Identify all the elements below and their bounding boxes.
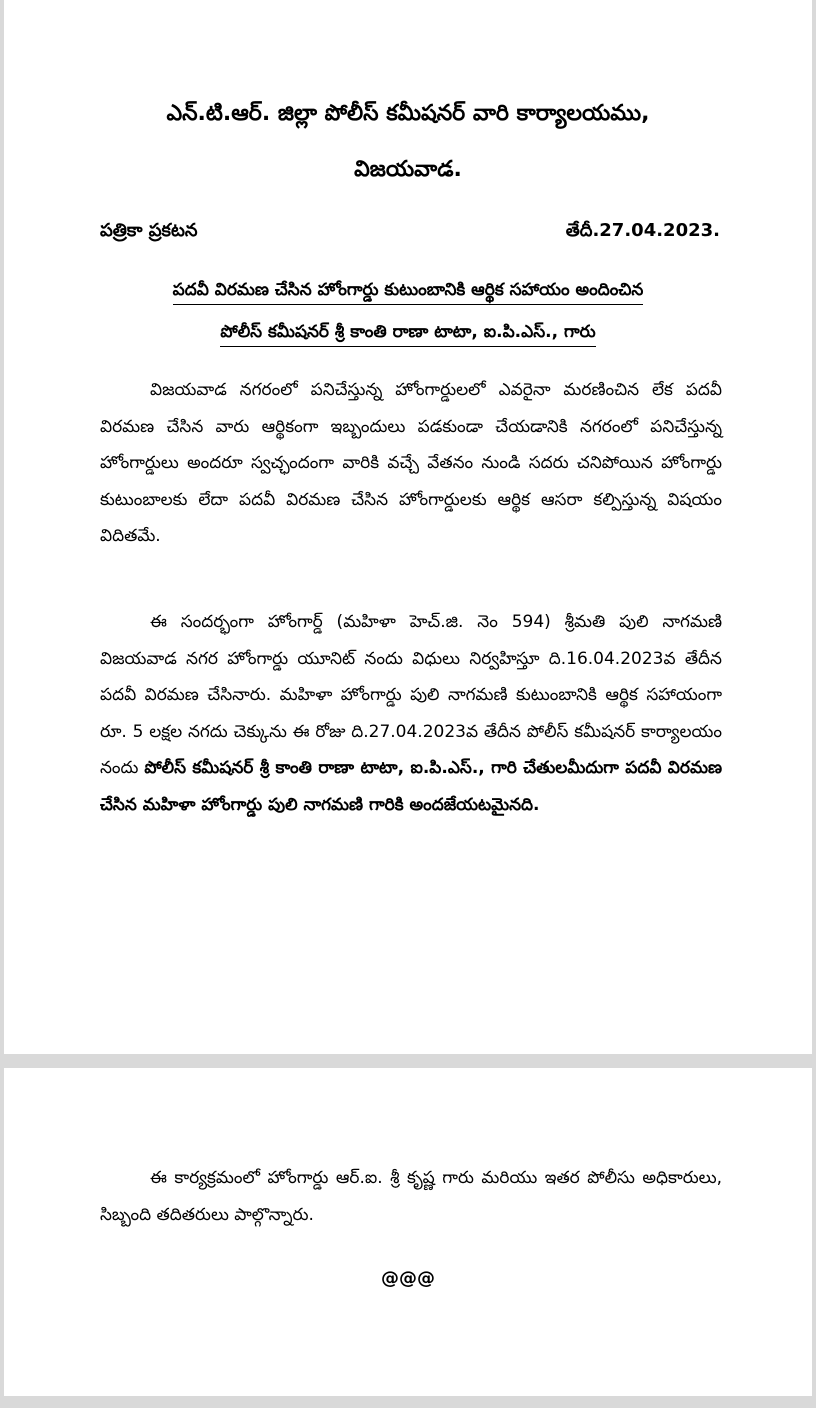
press-release-label: పత్రికా ప్రకటన <box>100 220 198 241</box>
subject-line-2: పోలీస్ కమీషనర్ శ్రీ కాంతి రాణా టాటా, ఐ.పి.ఎస్., గారు <box>220 322 595 347</box>
subject-line-1-wrap <box>4 278 812 302</box>
meta-row <box>100 220 720 245</box>
subject-line-1: పదవీ విరమణ చేసిన హోంగార్డు కుటుంబానికి ఆర్థిక సహాయం అందించిన <box>173 280 644 305</box>
office-title: ఎన్.టి.ఆర్. జిల్లా పోలీస్ కమీషనర్ వారి కార్యాలయము, <box>166 101 650 126</box>
paragraph-3-text: ఈ కార్యక్రమంలో హోంగార్డు ఆర్.ఐ. శ్రీ కృష్ణ గారు మరియు ఇతర పోలీసు అధికారులు, సిబ్బంది తదితరులు పాల్గొన్నారు. <box>100 1168 722 1225</box>
document-page-2 <box>4 1068 812 1396</box>
body-paragraph-3 <box>100 1160 722 1233</box>
press-release-date: తేదీ.27.04.2023. <box>565 220 720 241</box>
document-page-1 <box>4 0 812 1054</box>
body-paragraph-2 <box>100 604 722 823</box>
paragraph-1-text: విజయవాడ నగరంలో పనిచేస్తున్న హోంగార్డులలో ఎవరైనా మరణించిన లేక పదవీ విరమణ చేసిన వారు ఆర్థికంగా ఇబ్బందులు పడకుండా చేయడానికి నగరంలో పనిచేస్తున్న హోంగార్డులు అందరూ స్వచ్ఛందంగా వారికి వచ్చే వేతనం నుండి సదరు చనిపోయిన హోంగార్డు కుటుంబాలకు లేదా పదవీ విరమణ చేసిన హోంగార్డులకు ఆర్థిక ఆసరా కల్పిస్తున్న విషయం విదితమే. <box>100 380 722 546</box>
subject-line-2-wrap <box>4 320 812 344</box>
paragraph-2-normal: ఈ సందర్భంగా హోంగార్డ్ (మహిళా హెచ్.జి. నెం 594) శ్రీమతి పులి నాగమణి విజయవాడ నగర హోంగార్డు యూనిట్ నందు విధులు నిర్వహిస్తూ ది.16.04.2023వ తేదీన పదవీ విరమణ చేసినారు. మహిళా హోంగార్డు పులి నాగమణి కుటుంబానికి ఆర్థిక సహాయంగా రూ. 5 లక్షల నగదు చెక్కును ఈ రోజు ది.27.04.2023వ తేదీన పోలీస్ కమీషనర్ కార్యాలయం నందు <box>100 612 722 778</box>
paragraph-2-bold: పోలీస్ కమీషనర్ శ్రీ కాంతి రాణా టాటా, ఐ.పి.ఎస్., గారి చేతులమీదుగా పదవీ విరమణ చేసిన మహిళా హోంగార్డు పులి నాగమణి గారికి అందజేయటమైనది. <box>100 758 722 815</box>
body-paragraph-1 <box>100 372 722 555</box>
paragraph-2-text <box>100 604 722 823</box>
office-city: విజయవాడ. <box>354 157 462 182</box>
closing-mark: @@@ <box>381 1268 435 1289</box>
